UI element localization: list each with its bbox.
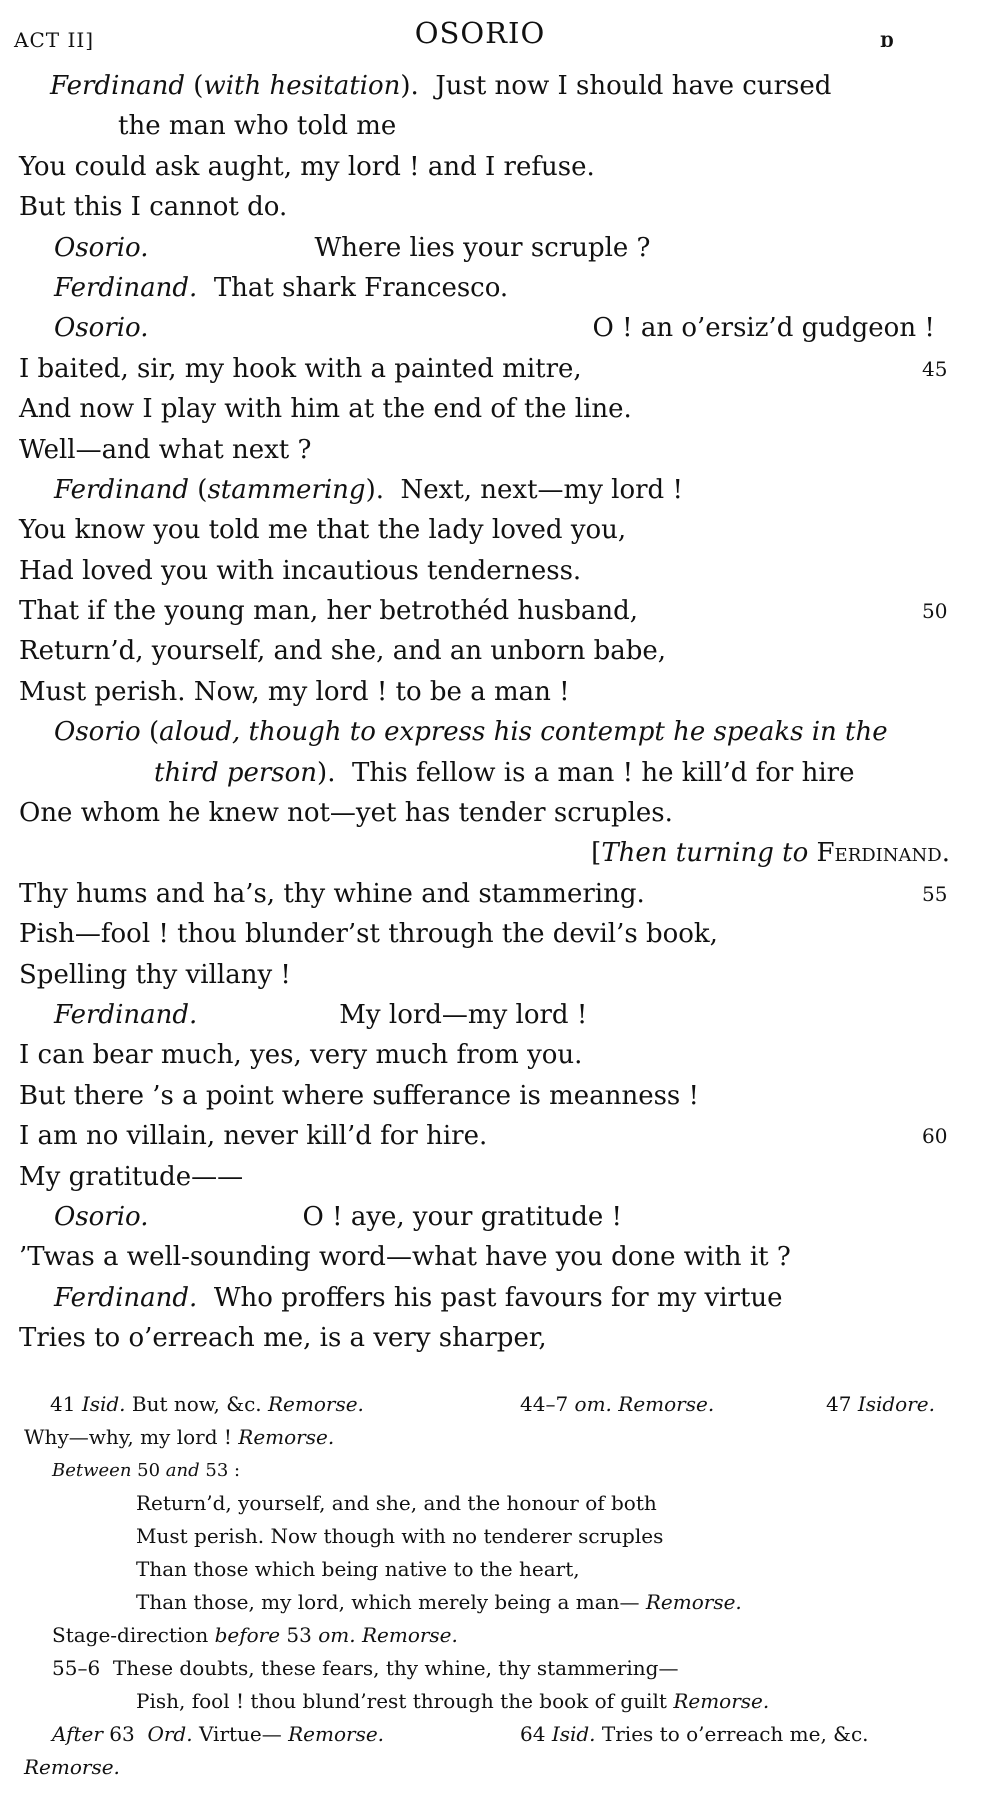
header-mark: Ɒ <box>880 32 894 51</box>
running-header <box>0 14 1000 66</box>
line-text: O ! aye, your gratitude ! <box>302 1201 622 1232</box>
verse-line <box>0 1237 1000 1277</box>
note-line <box>0 1619 1000 1652</box>
line-number: 55 <box>922 881 948 906</box>
note-text: But now, &c. <box>131 1392 262 1416</box>
note-abbrev: Ord. <box>147 1722 193 1746</box>
line-text: Who proffers his past favours for my virtue <box>213 1282 783 1313</box>
note-text: Return’d, yourself, and she, and the honour of both <box>136 1491 657 1515</box>
note-text: Tries to o’erreach me, &c. <box>601 1722 869 1746</box>
line-text: ’Twas a well-sounding word—what have you done with it ? <box>19 1242 791 1273</box>
note-source: Remorse. <box>24 1755 120 1779</box>
line-text: Spelling thy villany ! <box>19 959 291 990</box>
note-source: Remorse. <box>267 1392 364 1416</box>
stage-direction: third person <box>154 757 318 788</box>
verse-line <box>0 389 1000 429</box>
verse-line <box>0 955 1000 995</box>
verse-line <box>0 147 1000 187</box>
note-number: 63 <box>109 1722 135 1746</box>
verse-line: Ferdinand (stammering). Next, next—my lord ! <box>54 474 683 505</box>
note-line <box>0 1751 1000 1784</box>
verse-line <box>0 672 1000 712</box>
verse-line: third person). This fellow is a man ! he kill’d for hire <box>154 757 855 788</box>
verse-line <box>0 1278 1000 1318</box>
verse-line <box>0 349 1000 389</box>
note-number: 41 <box>50 1392 76 1416</box>
line-text: My gratitude—— <box>19 1161 244 1192</box>
line-text: Thy hums and ha’s, thy whine and stammering. <box>19 878 645 909</box>
line-text: My lord—my lord ! <box>339 999 588 1030</box>
line-text: Pish—fool ! thou blunder’st through the devil’s book, <box>19 919 718 950</box>
verse-line <box>0 874 1000 914</box>
line-text: And now I play with him at the end of the line. <box>19 394 632 425</box>
note-quote-line <box>0 1520 1000 1553</box>
note-source: Remorse. <box>288 1722 385 1746</box>
verse-line <box>0 430 1000 470</box>
line-number: 60 <box>922 1124 948 1149</box>
line-text: This fellow is a man ! he kill’d for hire <box>351 757 855 788</box>
stage-direction: aloud, though to express his contempt he speaks in the <box>159 717 888 748</box>
verse-text <box>0 66 1000 1359</box>
note-number: 47 <box>826 1392 852 1416</box>
note-text: Why—why, my lord ! <box>24 1425 232 1449</box>
note-number: 64 <box>520 1722 546 1746</box>
line-text: I baited, sir, my hook with a painted mitre, <box>19 353 582 384</box>
note-line <box>0 1421 1000 1454</box>
textual-notes <box>0 1388 1000 1784</box>
line-text: the man who told me <box>118 111 397 142</box>
verse-line: Ferdinand (with hesitation). Just now I should have cursed <box>50 71 832 101</box>
line-text: Had loved you with incautious tenderness. <box>19 555 582 586</box>
line-text: Next, next—my lord ! <box>400 474 683 505</box>
verse-line <box>0 1076 1000 1116</box>
verse-line <box>0 228 1000 268</box>
character-name: Ferdinand. <box>816 838 950 869</box>
note-source: Remorse. <box>238 1425 335 1449</box>
note-abbrev: Isidore. <box>857 1392 935 1416</box>
verse-line <box>0 510 1000 550</box>
note-text: Virtue— <box>198 1722 282 1746</box>
line-text: O ! an o’ersiz’d gudgeon ! <box>592 313 935 344</box>
speaker-name: Ferdinand. <box>54 1282 198 1313</box>
line-number: 50 <box>922 599 948 624</box>
note-source: om. Remorse. <box>574 1392 715 1416</box>
note-line <box>0 1652 1000 1685</box>
verse-line <box>0 187 1000 227</box>
line-text: Where lies your scruple ? <box>314 232 651 263</box>
speaker-name: Osorio <box>54 717 141 748</box>
note-text: Stage-direction <box>52 1623 209 1647</box>
verse-line <box>0 268 1000 308</box>
act-label: ACT II] <box>14 28 95 52</box>
note-text: Must perish. Now though with no tenderer scruples <box>136 1524 664 1548</box>
speaker-name: Ferdinand <box>50 71 186 101</box>
line-text: I am no villain, never kill’d for hire. <box>19 1121 488 1152</box>
note-quote-line <box>0 1487 1000 1520</box>
note-line <box>0 1718 1000 1751</box>
line-text: Well—and what next ? <box>19 434 312 465</box>
line-text: But there ’s a point where sufferance is meanness ! <box>19 1080 699 1111</box>
verse-line <box>0 591 1000 631</box>
speaker-name: Ferdinand <box>54 474 190 505</box>
verse-line: Osorio (aloud, though to express his contempt he speaks in the <box>54 717 888 748</box>
speaker-name: Osorio. <box>54 232 149 263</box>
note-number: 55–6 <box>52 1656 101 1680</box>
note-source: om. Remorse. <box>318 1623 458 1647</box>
speaker-name: Osorio. <box>54 1201 149 1232</box>
line-text: One whom he knew not—yet has tender scruples. <box>19 798 673 829</box>
line-text: That if the young man, her betrothéd husband, <box>19 596 639 627</box>
stage-direction: with hesitation <box>203 71 401 101</box>
line-text: But this I cannot do. <box>19 192 288 223</box>
speaker-name: Ferdinand. <box>54 999 198 1030</box>
line-text: That shark Francesco. <box>213 272 509 303</box>
verse-line <box>0 995 1000 1035</box>
note-number: 53 : <box>205 1460 241 1481</box>
speaker-name: Ferdinand. <box>54 272 198 303</box>
line-text: I can bear much, yes, very much from you. <box>19 1040 583 1071</box>
verse-line <box>0 106 1000 146</box>
note-number: 50 <box>137 1460 161 1481</box>
line-text: Must perish. Now, my lord ! to be a man ! <box>19 676 570 707</box>
note-quote-line <box>0 1586 1000 1619</box>
verse-line <box>0 308 1000 348</box>
line-text: Tries to o’erreach me, is a very sharper, <box>19 1323 547 1354</box>
line-number: 45 <box>922 356 948 381</box>
note-abbrev: Isid. <box>81 1392 126 1416</box>
note-number: 53 <box>286 1623 312 1647</box>
note-text: These doubts, these fears, thy whine, thy stammering— <box>112 1656 679 1680</box>
note-line <box>0 1388 1000 1421</box>
note-line <box>0 1454 1000 1487</box>
verse-line <box>0 1116 1000 1156</box>
note-source: Remorse. <box>645 1590 742 1614</box>
line-text: Just now I should have cursed <box>435 71 832 101</box>
note-source: Remorse. <box>673 1689 770 1713</box>
note-text: Than those which being native to the heart, <box>136 1557 580 1581</box>
verse-line <box>0 793 1000 833</box>
note-text: Than those, my lord, which merely being a man— <box>136 1590 640 1614</box>
note-number: 44–7 <box>520 1392 569 1416</box>
note-abbrev: Between <box>52 1460 132 1481</box>
verse-line <box>0 631 1000 671</box>
line-text: You know you told me that the lady loved you, <box>19 515 627 546</box>
verse-line <box>0 1318 1000 1358</box>
verse-line <box>0 1197 1000 1237</box>
note-abbrev: Isid. <box>551 1722 596 1746</box>
verse-line <box>0 1035 1000 1075</box>
page-title: OSORIO <box>414 16 546 50</box>
note-quote-line <box>0 1685 1000 1718</box>
note-abbrev: After <box>52 1722 103 1746</box>
speaker-name: Osorio. <box>54 313 149 344</box>
note-abbrev: before <box>214 1623 281 1647</box>
verse-line <box>0 914 1000 954</box>
line-text: Return’d, yourself, and she, and an unborn babe, <box>19 636 667 667</box>
verse-line <box>0 1157 1000 1197</box>
line-text: You could ask aught, my lord ! and I refuse. <box>19 151 595 182</box>
note-text: Pish, fool ! thou blund’rest through the book of guilt <box>136 1689 667 1713</box>
verse-line <box>0 551 1000 591</box>
stage-direction: Then turning to <box>601 838 809 869</box>
stage-direction: stammering <box>207 474 366 505</box>
note-abbrev: and <box>165 1460 200 1481</box>
note-quote-line <box>0 1553 1000 1586</box>
stage-direction-line: [Then turning to Ferdinand. <box>591 838 950 869</box>
